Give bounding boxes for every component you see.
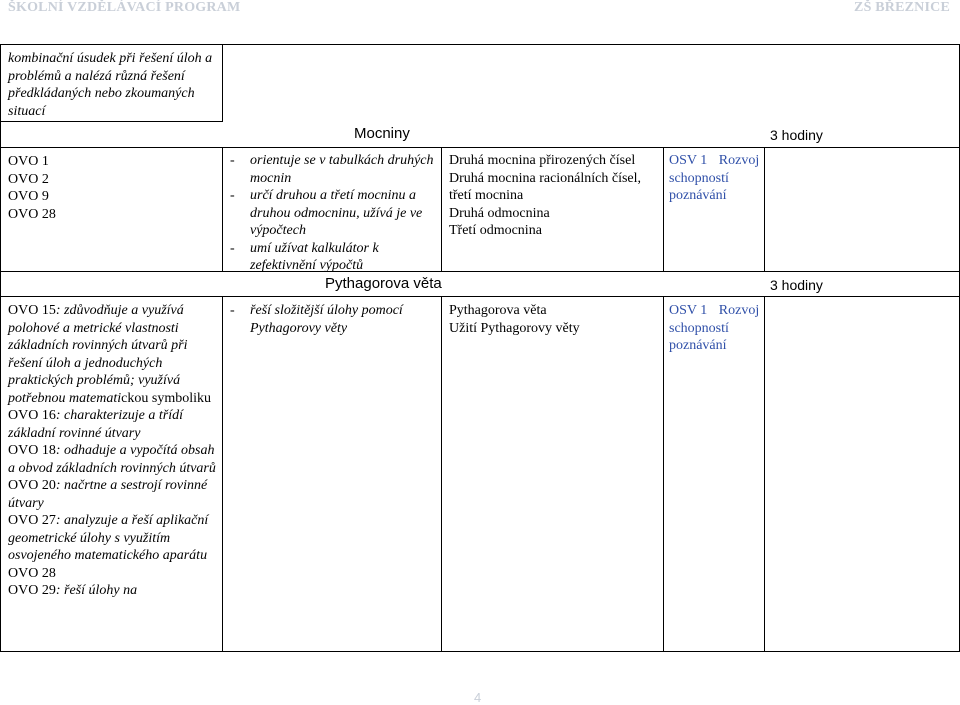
- theme-line: poznávání: [669, 188, 727, 203]
- outcome-code: OVO 1: [8, 154, 49, 169]
- theme-code: OSV 1: [669, 303, 708, 318]
- section-hours: 3 hodiny: [770, 127, 823, 143]
- outcome-item: [8, 582, 218, 600]
- outcome-code: OVO 28: [8, 206, 56, 222]
- section-hours: 3 hodiny: [770, 277, 823, 293]
- page-header: [0, 0, 960, 22]
- section-title-mocniny: Mocniny: [354, 125, 410, 142]
- outcome-continuation-text: kombinační úsudek při řešení úloh a problémů a nalézá různá řešení předkládaných nebo zkoumaných situací: [8, 51, 213, 119]
- theme-code-line: [669, 302, 761, 320]
- column-divider: [663, 296, 664, 651]
- outcome-code: OVO 15: [8, 303, 56, 318]
- cross-curricular-theme[interactable]: [669, 152, 761, 205]
- outcome-item: [8, 565, 218, 583]
- topic-item: Pythagorova věta: [449, 303, 547, 318]
- goal-item: - umí užívat kalkulátor k zefektivnění výpočtů: [228, 240, 434, 275]
- topic-item: Druhá mocnina přirozených čísel: [449, 153, 636, 168]
- outcome-code: OVO 29: [8, 583, 56, 598]
- row-divider: [222, 147, 960, 148]
- outcome-item: [8, 407, 218, 442]
- outcome-item: [8, 302, 218, 407]
- row-divider: [0, 271, 960, 272]
- theme-line: poznávání: [669, 338, 727, 353]
- table-top-border: [0, 44, 960, 45]
- cross-curricular-theme[interactable]: [669, 302, 761, 355]
- topic-item: Třetí odmocnina: [449, 223, 542, 238]
- outcome-code: OVO 20: [8, 478, 56, 493]
- outcome-item: [8, 477, 218, 512]
- row-divider: [0, 121, 222, 122]
- outcome-code: OVO 28: [8, 565, 56, 581]
- column-divider: [441, 147, 442, 271]
- outcome-code: OVO 16: [8, 408, 56, 423]
- outcome-text: : odhaduje a vypočítá obsah a obvod základních rovinných útvarů: [8, 443, 216, 476]
- outcome-item: [8, 442, 218, 477]
- theme-name: Rozvoj: [718, 303, 760, 318]
- column-divider: [764, 296, 765, 651]
- outcome-code: OVO 9: [8, 189, 49, 204]
- theme-code-line: [669, 152, 761, 170]
- outcome-item: [8, 512, 218, 565]
- topics-list: [449, 152, 659, 240]
- topics-list: [449, 302, 659, 337]
- outcome-text-upright: ckou symboliku: [121, 390, 211, 406]
- goal-item: - orientuje se v tabulkách druhých mocnin: [228, 152, 434, 187]
- goals-list: [228, 152, 434, 275]
- outcome-text: : načrtne a sestrojí rovinné útvary: [8, 478, 208, 511]
- column-divider: [441, 296, 442, 651]
- goal-item: - určí druhou a třetí mocninu a druhou odmocninu, užívá je ve výpočtech: [228, 187, 434, 240]
- outcome-text: : řeší úlohy na: [55, 583, 138, 598]
- page-number: 4: [474, 690, 482, 705]
- outcomes-list: [8, 153, 216, 223]
- theme-line: schopností: [669, 170, 729, 186]
- topic-item: Užití Pythagorovy věty: [449, 320, 580, 336]
- column-divider: [0, 44, 1, 651]
- goals-list: [228, 302, 434, 337]
- outcome-code: OVO 2: [8, 171, 49, 187]
- outcome-text: : analyzuje a řeší aplikační geometrické úlohy s využitím osvojeného matematického aparátu: [8, 513, 209, 563]
- section-title-pythagorova-veta: Pythagorova věta: [325, 275, 442, 292]
- theme-line: schopností: [669, 320, 729, 336]
- column-divider: [222, 44, 223, 122]
- goal-item: - řeší složitější úlohy pomocí Pythagorovy věty: [228, 302, 434, 337]
- row-divider: [0, 296, 960, 297]
- topic-item: Druhá mocnina racionálních čísel, třetí mocnina: [449, 170, 642, 203]
- header-school-name: ZŠ BŘEZNICE: [854, 0, 950, 15]
- theme-name: Rozvoj: [718, 153, 760, 168]
- row-divider: [0, 147, 222, 148]
- column-divider: [764, 147, 765, 271]
- column-divider: [663, 147, 664, 271]
- topic-item: Druhá odmocnina: [449, 205, 550, 221]
- column-divider: [222, 147, 223, 271]
- outcome-code: OVO 18: [8, 443, 56, 458]
- column-divider: [222, 296, 223, 651]
- outcome-text: : charakterizuje a třídí základní rovinné útvary: [8, 408, 183, 441]
- outcome-text: : zdůvodňuje a využívá polohové a metrické vlastnosti základních rovinných útvarů při řešení úloh a jednoduchých praktických problémů; využívá potřebnou matemati: [8, 303, 188, 406]
- outcomes-rich-list: [8, 302, 218, 600]
- table-bottom-border: [0, 651, 960, 652]
- header-school-program: ŠKOLNÍ VZDĚLÁVACÍ PROGRAM: [8, 0, 241, 15]
- outcome-code: OVO 27: [8, 513, 56, 528]
- theme-code: OSV 1: [669, 153, 708, 168]
